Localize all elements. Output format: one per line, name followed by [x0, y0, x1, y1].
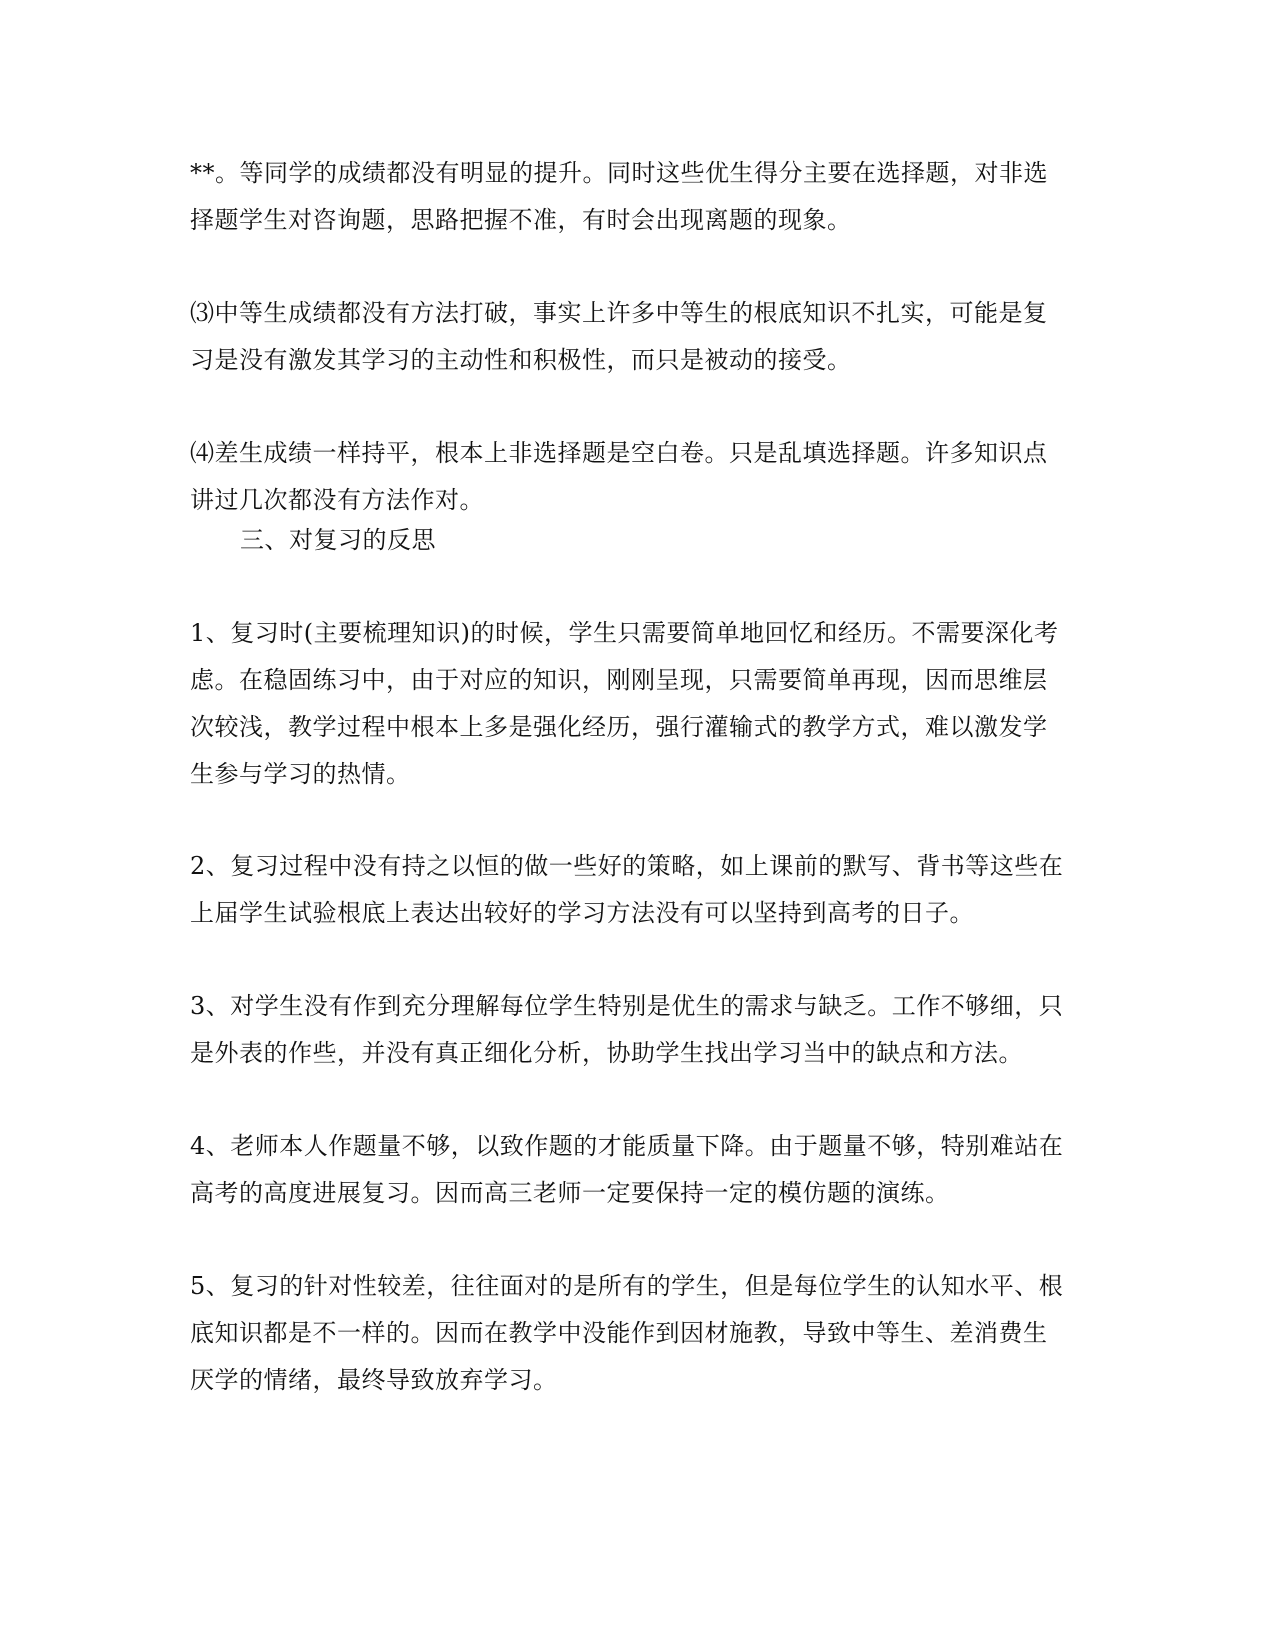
text-line: 择题学生对咨询题，思路把握不准，有时会出现离题的现象。 — [190, 206, 852, 234]
paragraph-middle-students — [190, 290, 1080, 384]
paragraph-top-students — [190, 150, 1080, 244]
text-line: 2、复习过程中没有持之以恒的做一些好的策略，如上课前的默写、背书等这些在 — [190, 852, 1064, 880]
paragraph-reflection-3 — [190, 983, 1080, 1077]
text-line: **。等同学的成绩都没有明显的提升。同时这些优生得分主要在选择题，对非选 — [190, 159, 1048, 187]
text-line: 讲过几次都没有方法作对。 — [190, 486, 484, 514]
text-line: 虑。在稳固练习中，由于对应的知识，刚刚呈现，只需要简单再现，因而思维层 — [190, 666, 1048, 694]
text-line: 底知识都是不一样的。因而在教学中没能作到因材施教，导致中等生、差消费生 — [190, 1319, 1048, 1347]
text-line: 1、复习时(主要梳理知识)的时候，学生只需要简单地回忆和经历。不需要深化考 — [190, 619, 1059, 647]
text-line: 习是没有激发其学习的主动性和积极性，而只是被动的接受。 — [190, 346, 852, 374]
text-line: ⑷差生成绩一样持平，根本上非选择题是空白卷。只是乱填选择题。许多知识点 — [190, 439, 1048, 467]
text-line: 3、对学生没有作到充分理解每位学生特别是优生的需求与缺乏。工作不够细，只 — [190, 992, 1064, 1020]
text-line: 厌学的情绪，最终导致放弃学习。 — [190, 1366, 558, 1394]
text-line: ⑶中等生成绩都没有方法打破，事实上许多中等生的根底知识不扎实，可能是复 — [190, 299, 1048, 327]
text-line: 5、复习的针对性较差，往往面对的是所有的学生，但是每位学生的认知水平、根 — [190, 1272, 1064, 1300]
paragraph-reflection-5 — [190, 1263, 1080, 1404]
text-line: 4、老师本人作题量不够，以致作题的才能质量下降。由于题量不够，特别难站在 — [190, 1132, 1064, 1160]
paragraph-reflection-1 — [190, 610, 1080, 798]
section-heading: 三、对复习的反思 — [240, 526, 436, 554]
paragraph-weak-students — [190, 430, 1080, 524]
text-line: 高考的高度进展复习。因而高三老师一定要保持一定的模仿题的演练。 — [190, 1179, 950, 1207]
paragraph-reflection-4 — [190, 1123, 1080, 1217]
text-line: 上届学生试验根底上表达出较好的学习方法没有可以坚持到高考的日子。 — [190, 899, 974, 927]
text-line: 是外表的作些，并没有真正细化分析，协助学生找出学习当中的缺点和方法。 — [190, 1039, 1023, 1067]
text-line: 生参与学习的热情。 — [190, 760, 411, 788]
text-line: 次较浅，教学过程中根本上多是强化经历，强行灌输式的教学方式，难以激发学 — [190, 713, 1048, 741]
paragraph-reflection-2 — [190, 843, 1080, 937]
